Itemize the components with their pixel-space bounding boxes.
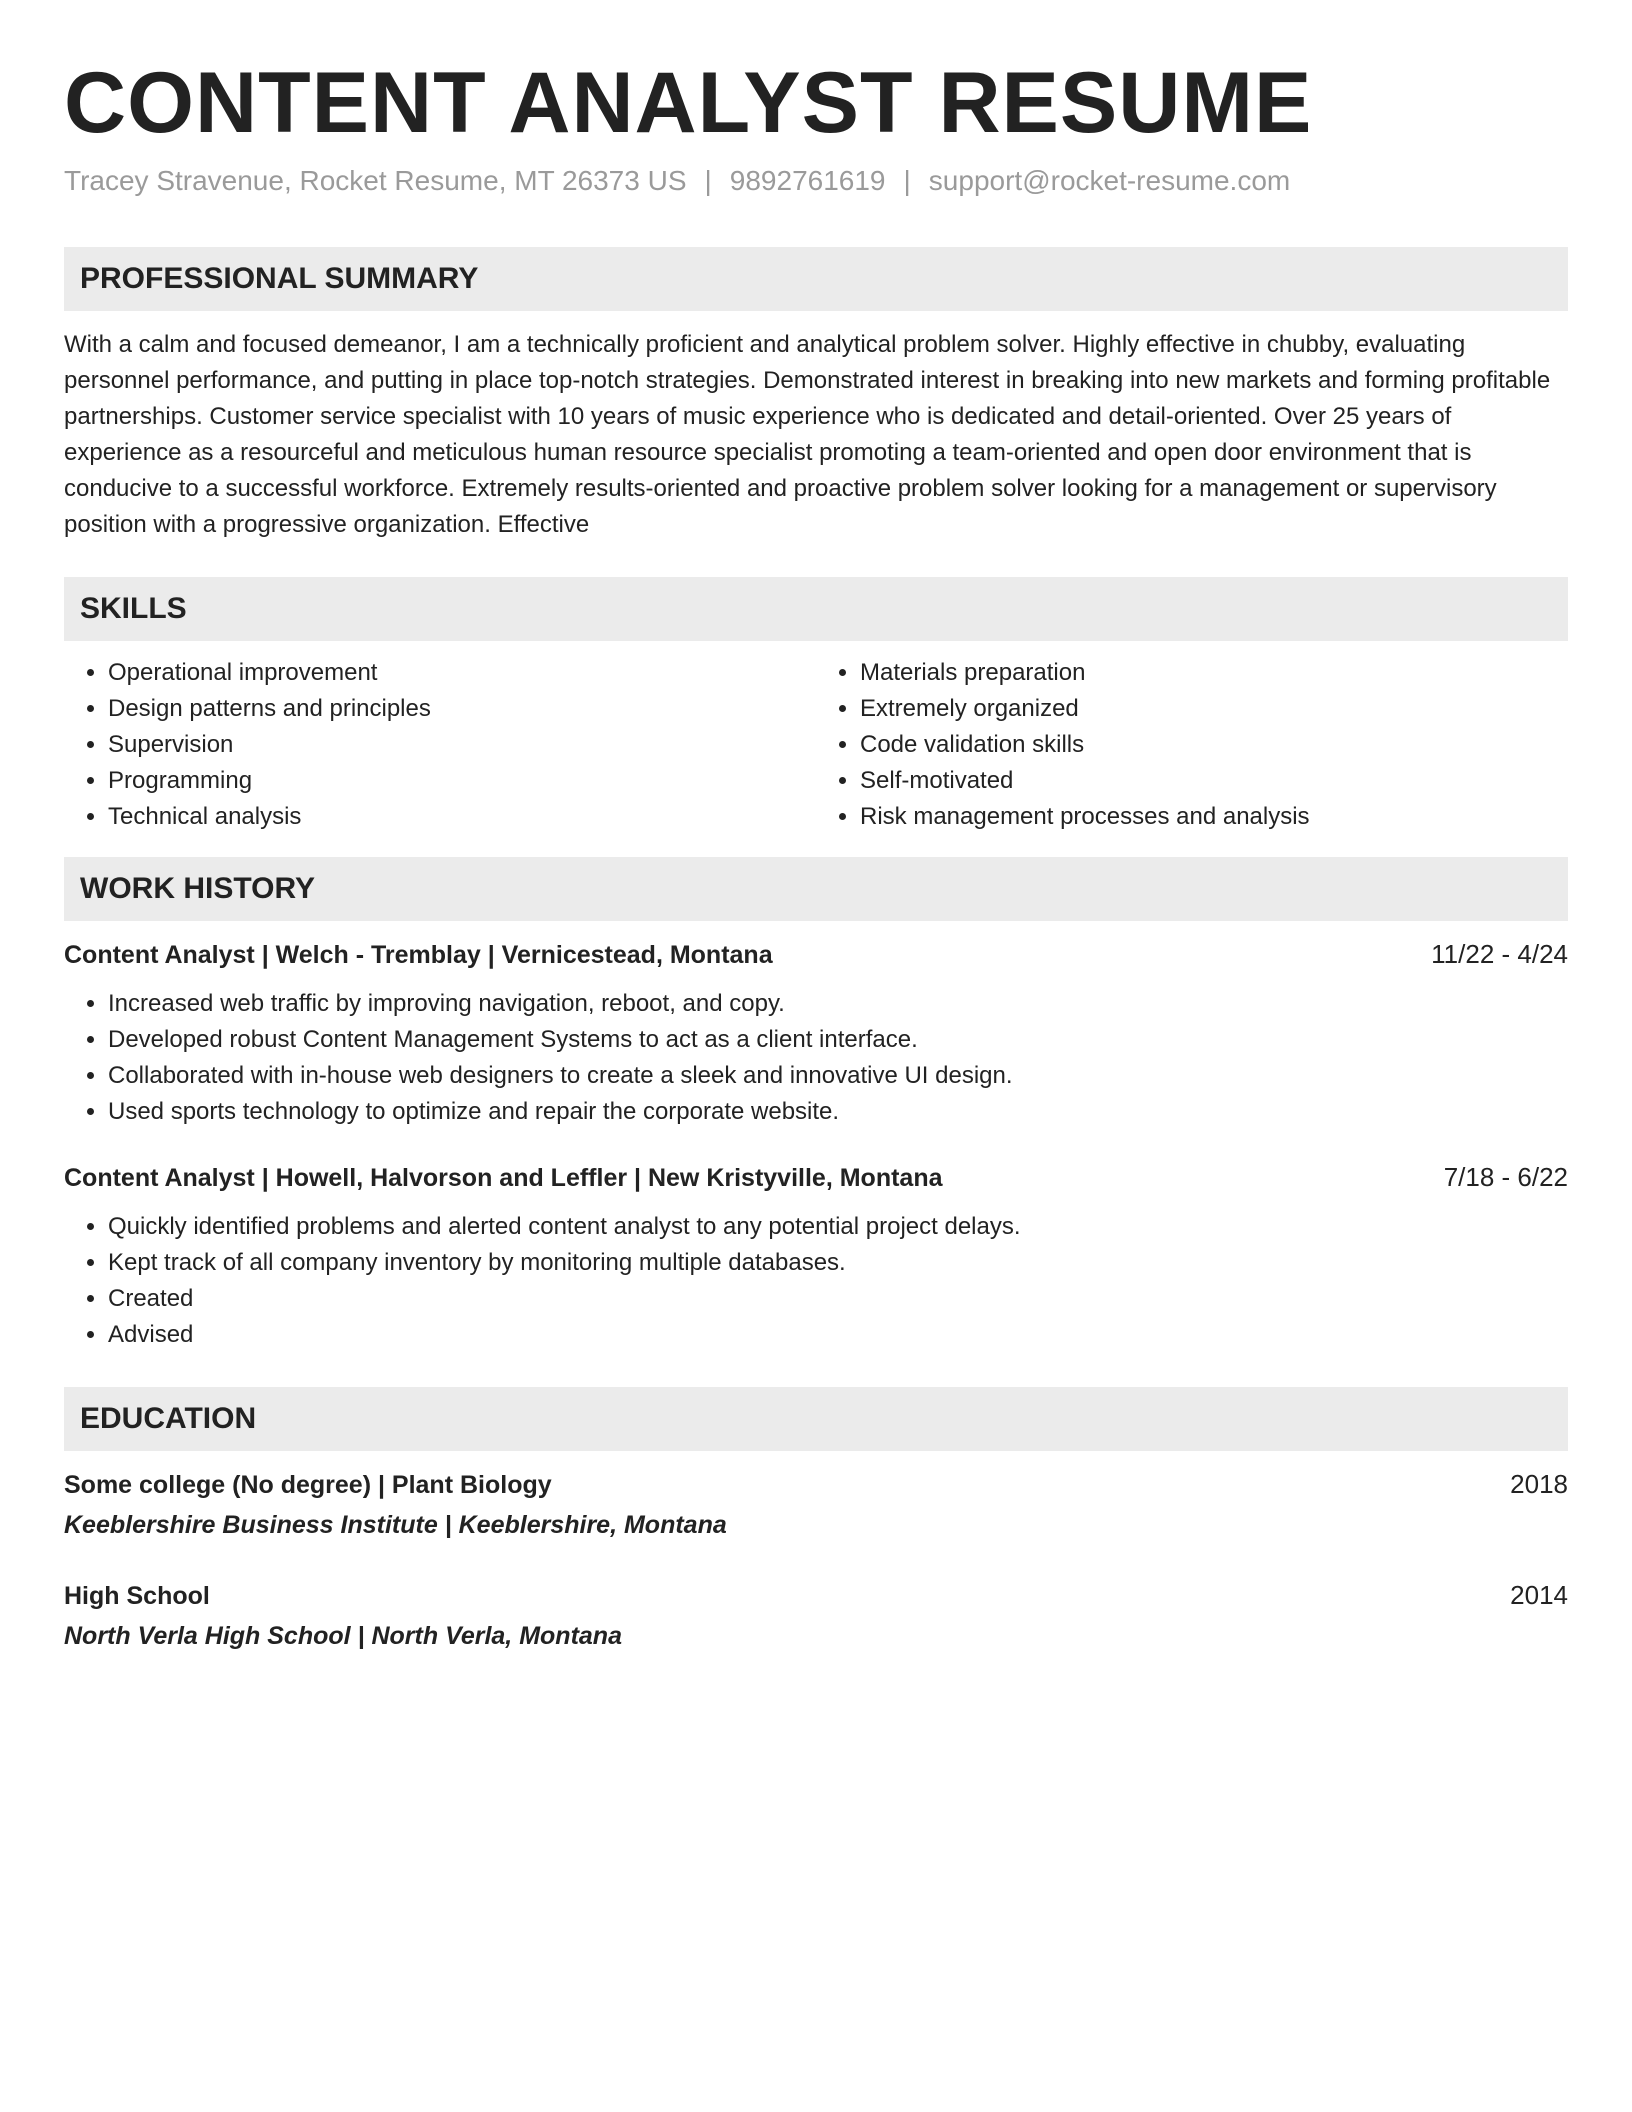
skill-item: • Risk management processes and analysis	[860, 799, 1568, 835]
summary-heading: PROFESSIONAL SUMMARY	[64, 247, 1568, 311]
education-school: North Verla High School | North Verla, Montana	[64, 1621, 622, 1650]
skill-item: • Technical analysis	[108, 799, 816, 835]
work-history-heading: WORK HISTORY	[64, 857, 1568, 921]
education-entry	[64, 1578, 1568, 1653]
skill-item: • Code validation skills	[860, 727, 1568, 763]
contact-separator: |	[903, 164, 911, 196]
job-bullet: • Kept track of all company inventory by monitoring multiple databases.	[108, 1245, 1568, 1281]
job-bullet: • Advised	[108, 1317, 1568, 1353]
education-year: 2018	[1510, 1468, 1568, 1499]
job-header	[64, 937, 1568, 972]
job-entry	[64, 1160, 1568, 1353]
skills-column-right	[816, 655, 1568, 835]
contact-line	[64, 165, 1568, 197]
job-dates: 7/18 - 6/22	[1443, 1161, 1568, 1192]
job-bullet: • Quickly identified problems and alerted content analyst to any potential project delays.	[108, 1209, 1568, 1245]
skill-item: • Supervision	[108, 727, 816, 763]
education-degree: Some college (No degree) | Plant Biology	[64, 1470, 552, 1499]
education-heading: EDUCATION	[64, 1387, 1568, 1451]
skill-item: • Self-motivated	[860, 763, 1568, 799]
job-bullet: • Used sports technology to optimize and repair the corporate website.	[108, 1094, 1568, 1130]
education-year: 2014	[1510, 1579, 1568, 1610]
education-header	[64, 1467, 1568, 1502]
resume-title: CONTENT ANALYST RESUME	[64, 55, 1313, 151]
skills-heading: SKILLS	[64, 577, 1568, 641]
job-title: Content Analyst | Howell, Halvorson and Leffler | New Kristyville, Montana	[64, 1163, 943, 1192]
contact-phone: 9892761619	[729, 164, 886, 196]
contact-separator: |	[704, 164, 712, 196]
skills-column-left	[64, 655, 816, 835]
skill-item: • Materials preparation	[860, 655, 1568, 691]
education-school: Keeblershire Business Institute | Keeblershire, Montana	[64, 1510, 727, 1539]
education-degree: High School	[64, 1581, 210, 1610]
summary-text: With a calm and focused demeanor, I am a technically proficient and analytical problem solver. Highly effective in chubby, evaluating personnel performance, and putting in place top-notch strategies. Demonstrated interest in breaking into new markets and forming profitable partnerships. Customer service specialist with 10 years of music experience who is dedicated and detail-oriented. Over 25 years of experience as a resourceful and meticulous human resource specialist promoting a team-oriented and open door environment that is conducive to a successful workforce. Extremely results-oriented and proactive problem solver looking for a management or supervisory position with a progressive organization. Effective	[64, 330, 1551, 538]
job-bullet-list	[64, 986, 1568, 1130]
contact-email: support@rocket-resume.com	[928, 164, 1291, 196]
job-title: Content Analyst | Welch - Tremblay | Vernicestead, Montana	[64, 940, 773, 969]
job-dates: 11/22 - 4/24	[1431, 938, 1568, 969]
skill-item: • Programming	[108, 763, 816, 799]
skill-item: • Operational improvement	[108, 655, 816, 691]
job-bullet: • Collaborated with in-house web designers to create a sleek and innovative UI design.	[108, 1058, 1568, 1094]
skill-item: • Extremely organized	[860, 691, 1568, 727]
job-header	[64, 1160, 1568, 1195]
contact-address: Tracey Stravenue, Rocket Resume, MT 26373 US	[64, 164, 687, 196]
job-bullet: • Created	[108, 1281, 1568, 1317]
education-header	[64, 1578, 1568, 1613]
job-bullet-list	[64, 1209, 1568, 1353]
job-bullet: • Developed robust Content Management Systems to act as a client interface.	[108, 1022, 1568, 1058]
skill-item: • Design patterns and principles	[108, 691, 816, 727]
skills-list	[64, 655, 1568, 835]
job-bullet: • Increased web traffic by improving navigation, reboot, and copy.	[108, 986, 1568, 1022]
job-entry	[64, 937, 1568, 1130]
education-entry	[64, 1467, 1568, 1542]
